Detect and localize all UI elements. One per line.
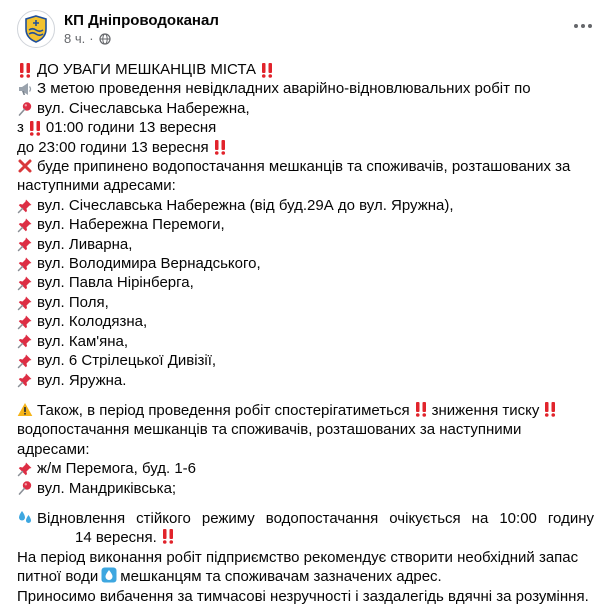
- list-item: [17, 235, 594, 254]
- pushpin-icon: [17, 333, 33, 349]
- post-header: [17, 10, 594, 48]
- to-time-text: до 23:00 години 13 вересня: [17, 138, 209, 156]
- round-pushpin-icon: [17, 101, 33, 117]
- list-item: [17, 196, 594, 215]
- pushpin-icon: [17, 372, 33, 388]
- dot-icon: [574, 24, 578, 28]
- intro-line: [17, 79, 594, 98]
- address-text: вул. Колодязна,: [37, 313, 148, 331]
- address-text: вул. Ливарна,: [37, 235, 133, 253]
- double-exclamation-icon: [413, 401, 429, 417]
- address-text: вул. Яружна.: [37, 371, 127, 389]
- restore-text-1: Відновлення стійкого режиму водопостачання очікується на 10:00 годину: [37, 509, 594, 527]
- pressure-notice-line: [17, 401, 594, 459]
- post-meta: [64, 31, 219, 47]
- address-text: ж/м Перемога, буд. 1-6: [37, 460, 196, 478]
- apology-line: [17, 587, 594, 606]
- street-line: [17, 99, 594, 118]
- address-text: вул. Павла Нірінберга,: [37, 274, 194, 292]
- post-title: ДО УВАГИ МЕШКАНЦІВ МІСТА: [37, 61, 257, 78]
- address-text: вул. Січеславська Набережна (від буд.29А до вул. Яружна),: [37, 196, 454, 214]
- pushpin-icon: [17, 236, 33, 252]
- double-exclamation-icon: [212, 139, 228, 155]
- address-text: вул. 6 Стрілецької Дивізії,: [37, 352, 217, 370]
- list-item: [17, 293, 594, 312]
- cross-mark-icon: [17, 158, 33, 174]
- list-item: [17, 312, 594, 331]
- page-name[interactable]: КП Дніпроводоканал: [64, 12, 219, 29]
- paragraph-gap: [17, 390, 594, 401]
- stop-notice-line: [17, 157, 594, 196]
- list-item: [17, 254, 594, 273]
- post-body: [17, 60, 594, 606]
- list-item: [17, 273, 594, 292]
- from-time-line: [17, 118, 594, 137]
- list-item: [17, 332, 594, 351]
- pushpin-icon: [17, 275, 33, 291]
- double-exclamation-icon: [27, 120, 43, 136]
- from-prefix: з: [17, 119, 24, 137]
- globe-icon: [99, 33, 111, 45]
- pressure-text-2: зниження тиску: [431, 401, 540, 419]
- list-item: [17, 479, 594, 498]
- warning-icon: [17, 401, 33, 417]
- post-title-line: [17, 60, 594, 79]
- restore-day: 14: [75, 529, 92, 547]
- double-exclamation-icon: [259, 62, 275, 78]
- stop-notice-text: буде припинено водопостачання мешканців та споживачів, розташованих за наступними адресами:: [17, 158, 571, 195]
- pushpin-icon: [17, 461, 33, 477]
- intro-text: З метою проведення невідкладних аварійно-відновлювальних робіт по: [37, 80, 531, 98]
- address-text: вул. Мандриківська;: [37, 479, 177, 497]
- dot-icon: [588, 24, 592, 28]
- recommend-line: [17, 548, 594, 587]
- double-exclamation-icon: [160, 528, 176, 544]
- sweat-droplets-icon: [17, 509, 33, 525]
- pushpin-icon: [17, 256, 33, 272]
- list-item: [17, 459, 594, 478]
- from-time-text: 01:00 години 13 вересня: [45, 119, 217, 137]
- address-text: вул. Кам'яна,: [37, 332, 129, 350]
- address-text: вул. Поля,: [37, 293, 109, 311]
- pushpin-icon: [17, 217, 33, 233]
- separator-dot: ·: [89, 31, 94, 46]
- list-item: [17, 371, 594, 390]
- pushpin-icon: [17, 198, 33, 214]
- post-time[interactable]: 8 ч.: [64, 31, 86, 46]
- loudspeaker-icon: [17, 81, 33, 97]
- recommend-text-2: мешканцям та споживачам зазначених адрес.: [120, 568, 442, 586]
- restore-text-2: вересня.: [95, 529, 157, 547]
- apology-text: Приносимо вибачення за тимчасові незручності і заздалегідь вдячні за розуміння.: [17, 587, 589, 605]
- pressure-text-1: Також, в період проведення робіт спостерігатиметься: [37, 401, 410, 419]
- coat-of-arms-icon: [20, 13, 52, 45]
- recommend-text-1: На період виконання робіт підприємство рекомендує створити необхідний запас питної води: [17, 548, 579, 586]
- more-options-button[interactable]: [571, 14, 595, 38]
- restore-line: [17, 509, 594, 548]
- address-text: вул. Володимира Вернадського,: [37, 255, 261, 273]
- droplet-icon: [101, 567, 117, 583]
- pressure-text-3: водопостачання мешканців та споживачів, розташованих за наступними адресами:: [17, 421, 522, 458]
- pushpin-icon: [17, 295, 33, 311]
- address-text: вул. Набережна Перемоги,: [37, 216, 225, 234]
- to-time-line: [17, 138, 594, 157]
- list-item: [17, 215, 594, 234]
- pressure-address-list: [17, 459, 594, 498]
- double-exclamation-icon: [17, 62, 33, 78]
- list-item: [17, 351, 594, 370]
- double-exclamation-icon: [542, 401, 558, 417]
- pushpin-icon: [17, 353, 33, 369]
- dot-icon: [581, 24, 585, 28]
- page-avatar[interactable]: [17, 10, 55, 48]
- stop-address-list: [17, 196, 594, 390]
- pushpin-icon: [17, 314, 33, 330]
- street-text: вул. Січеславська Набережна,: [37, 99, 250, 117]
- paragraph-gap: [17, 498, 594, 509]
- round-pushpin-icon: [17, 480, 33, 496]
